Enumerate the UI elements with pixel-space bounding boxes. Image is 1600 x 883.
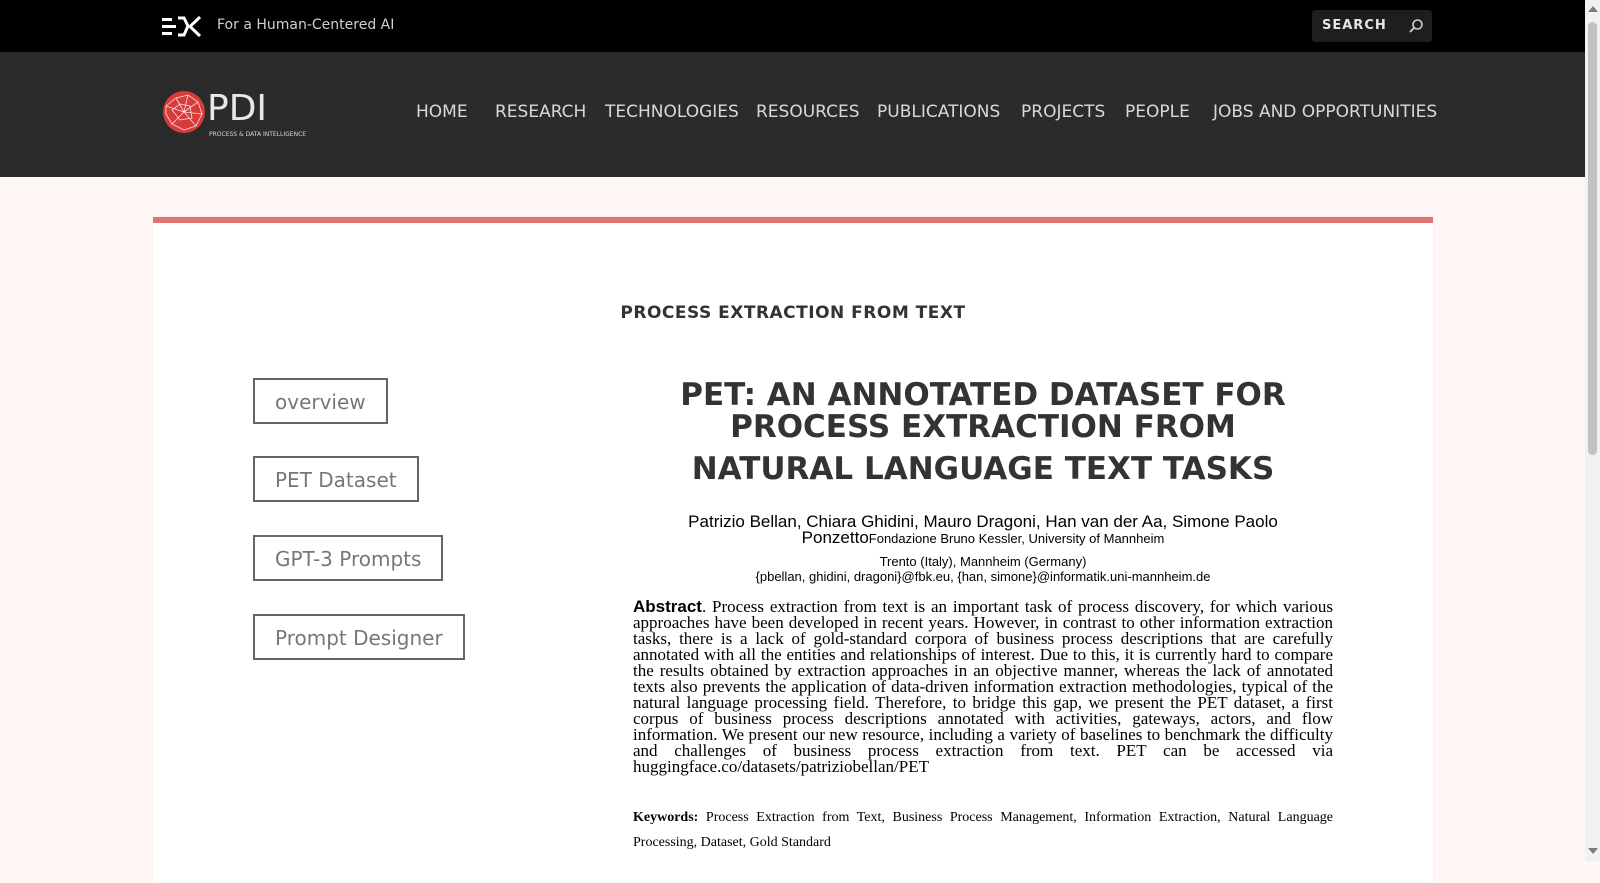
fbk-logo[interactable]: [162, 16, 202, 38]
paper-location: Trento (Italy), Mannheim (Germany): [879, 554, 1087, 569]
paper-affiliation: Fondazione Bruno Kessler, University of Mannheim: [868, 531, 1165, 546]
keywords-text: Process Extraction from Text, Business Process Management, Information Extraction, Natural Language Processing, Dataset, Gold Standard: [633, 810, 1334, 850]
gpt3-prompts-button[interactable]: GPT-3 Prompts: [253, 535, 443, 581]
nav-publications[interactable]: PUBLICATIONS: [877, 102, 1001, 122]
main-nav: [0, 102, 1585, 132]
scroll-up-arrow-icon[interactable]: [1588, 6, 1598, 12]
nav-home[interactable]: HOME: [416, 102, 468, 122]
scroll-down-arrow-icon[interactable]: [1588, 848, 1598, 854]
paper-title-line-2: PROCESS EXTRACTION FROM: [730, 409, 1236, 445]
section-title: PROCESS EXTRACTION FROM TEXT: [620, 303, 966, 323]
search-input[interactable]: [1312, 10, 1432, 42]
nav-technologies[interactable]: TECHNOLOGIES: [605, 102, 739, 122]
tagline: For a Human-Centered AI: [217, 17, 395, 33]
pdi-logo-text: PDI: [207, 88, 268, 129]
abstract-text: . Process extraction from text is an important task of process discovery, for which various approaches have been developed in recent years. However, in contrast to other information extraction tasks, there is a lack of gold-standard corpora of business process descriptions that are carefully annotated with all the entities and relationships of interest. Due to this, it is currently hard to compare the results obtained by extraction approaches in an objective manner, whereas the lack of annotated texts also prevents the application of data-driven information extraction methodologies, typical of the natural language processing field. Therefore, to bridge this gap, we present the PET dataset, a first corpus of business process descriptions annotated with activities, gateways, actors, and flow information. We present our new resource, including a variety of baselines to benchmark the difficulty and challenges of business process extraction from text. PET can be accessed via huggingface.co/datasets/patriziobellan/PET: [633, 597, 1333, 776]
scroll-thumb[interactable]: [1588, 22, 1597, 455]
nav-resources[interactable]: RESOURCES: [756, 102, 860, 122]
keywords-label: Keywords:: [633, 810, 699, 825]
pdi-logo-subtitle: PROCESS & DATA INTELLIGENCE: [209, 131, 307, 138]
paper-keywords: [633, 805, 1333, 855]
nav-jobs-and-opportunities[interactable]: JOBS AND OPPORTUNITIES: [1213, 102, 1438, 122]
overview-button[interactable]: overview: [253, 378, 388, 424]
paper-title-line-1: PET: AN ANNOTATED DATASET FOR: [680, 377, 1286, 413]
pet-dataset-button[interactable]: PET Dataset: [253, 456, 419, 502]
paper-authors: [633, 514, 1333, 547]
main-header: [0, 52, 1585, 177]
nav-projects[interactable]: PROJECTS: [1021, 102, 1106, 122]
paper-title-line-3: NATURAL LANGUAGE TEXT TASKS: [691, 451, 1275, 487]
prompt-designer-button[interactable]: Prompt Designer: [253, 614, 465, 660]
paper-emails: {pbellan, ghidini, dragoni}@fbk.eu, {han, simone}@informatik.uni-mannheim.de: [755, 569, 1211, 584]
content-card: [153, 217, 1433, 883]
paper-abstract: [633, 599, 1333, 775]
nav-research[interactable]: RESEARCH: [495, 102, 587, 122]
author-list: Patrizio Bellan, Chiara Ghidini, Mauro Dragoni, Han van der Aa, Simone Paolo Ponzetto: [688, 512, 1278, 547]
search-placeholder: SEARCH: [1322, 18, 1387, 33]
top-bar: [0, 0, 1585, 52]
page-scrollbar[interactable]: [1585, 0, 1600, 861]
abstract-label: Abstract: [633, 597, 702, 616]
nav-people[interactable]: PEOPLE: [1125, 102, 1190, 122]
search-icon[interactable]: [1408, 18, 1424, 34]
